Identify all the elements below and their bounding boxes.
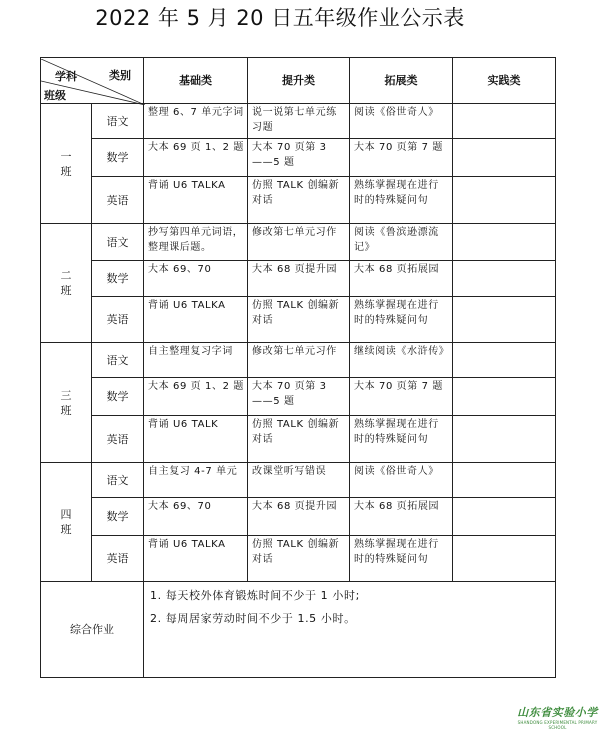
table-row bbox=[41, 224, 556, 261]
basic-cell: 大本 69 页 1、2 题 bbox=[148, 381, 244, 392]
improve-cell: 仿照 TALK 创编新对话 bbox=[252, 539, 340, 565]
class-label-cell bbox=[41, 224, 92, 343]
improve-cell: 改课堂听写错误 bbox=[252, 466, 327, 477]
class-name-line1: 三 bbox=[60, 388, 72, 402]
practice-cell bbox=[453, 498, 555, 499]
subject-cell: 英语 bbox=[92, 536, 144, 582]
improve-cell: 仿照 TALK 创编新对话 bbox=[252, 419, 340, 445]
subject-cell: 数学 bbox=[92, 261, 144, 297]
basic-cell: 大本 69、70 bbox=[148, 264, 212, 275]
diagonal-header-cell bbox=[41, 58, 144, 104]
basic-cell: 背诵 U6 TALK bbox=[148, 419, 219, 430]
comprehensive-content bbox=[144, 582, 556, 678]
extend-cell: 大本 68 页拓展园 bbox=[354, 264, 440, 275]
table-row bbox=[41, 297, 556, 343]
practice-cell bbox=[453, 177, 555, 178]
improve-cell: 修改第七单元习作 bbox=[252, 346, 337, 357]
practice-cell bbox=[453, 139, 555, 140]
basic-cell: 大本 69、70 bbox=[148, 501, 212, 512]
extend-cell: 阅读《俗世奇人》 bbox=[354, 107, 439, 118]
table-row bbox=[41, 536, 556, 582]
practice-cell bbox=[453, 343, 555, 344]
extend-cell: 熟练掌握现在进行时的特殊疑问句 bbox=[354, 300, 439, 326]
subject-cell: 语文 bbox=[92, 343, 144, 378]
practice-cell bbox=[453, 536, 555, 537]
class-label-cell bbox=[41, 104, 92, 224]
subject-cell: 数学 bbox=[92, 378, 144, 416]
improve-cell: 修改第七单元习作 bbox=[252, 227, 337, 238]
header-row bbox=[41, 58, 556, 104]
practice-cell bbox=[453, 416, 555, 417]
improve-cell: 仿照 TALK 创编新对话 bbox=[252, 180, 340, 206]
subject-cell: 语文 bbox=[92, 224, 144, 261]
column-header-extend: 拓展类 bbox=[350, 58, 453, 104]
extend-cell: 大本 70 页第 7 题 bbox=[354, 142, 444, 153]
table-row bbox=[41, 177, 556, 224]
practice-cell bbox=[453, 463, 555, 464]
subject-cell: 数学 bbox=[92, 498, 144, 536]
basic-cell: 整理 6、7 单元字词 bbox=[148, 107, 244, 118]
basic-cell: 自主整理复习字词 bbox=[148, 346, 233, 357]
basic-cell: 背诵 U6 TALKA bbox=[148, 539, 226, 550]
class-name-line1: 二 bbox=[60, 269, 72, 282]
subject-cell: 英语 bbox=[92, 177, 144, 224]
extend-cell: 大本 68 页拓展园 bbox=[354, 501, 440, 512]
comprehensive-item: 2. 每周居家劳动时间不少于 1.5 小时。 bbox=[150, 612, 356, 625]
category-header-label: 类别 bbox=[109, 68, 131, 82]
table-row bbox=[41, 498, 556, 536]
class-name-line1: 四 bbox=[60, 508, 72, 521]
extend-cell: 继续阅读《水浒传》 bbox=[354, 346, 450, 357]
homework-table bbox=[40, 57, 556, 678]
improve-cell: 大本 68 页提升园 bbox=[252, 501, 338, 512]
class-header-label: 班级 bbox=[44, 88, 66, 102]
basic-cell: 抄写第四单元词语，整理课后题。 bbox=[148, 227, 244, 253]
class-name-line1: 一 bbox=[60, 149, 72, 163]
class-name-line2: 班 bbox=[60, 164, 72, 178]
extend-cell: 阅读《鲁滨逊漂流记》 bbox=[354, 227, 439, 253]
comprehensive-row bbox=[41, 582, 556, 678]
subject-cell: 数学 bbox=[92, 139, 144, 177]
comprehensive-label: 综合作业 bbox=[41, 582, 144, 678]
improve-cell: 大本 70 页第 3——5 题 bbox=[252, 381, 327, 407]
subject-cell: 语文 bbox=[92, 463, 144, 498]
improve-cell: 说一说第七单元练习题 bbox=[252, 107, 337, 133]
class-name-line2: 班 bbox=[60, 284, 72, 297]
practice-cell bbox=[453, 378, 555, 379]
column-header-practice: 实践类 bbox=[453, 58, 556, 104]
class-label-cell bbox=[41, 343, 92, 463]
basic-cell: 背诵 U6 TALKA bbox=[148, 180, 226, 191]
class-label-cell bbox=[41, 463, 92, 582]
subject-cell: 语文 bbox=[92, 104, 144, 139]
subject-cell: 英语 bbox=[92, 297, 144, 343]
basic-cell: 背诵 U6 TALKA bbox=[148, 300, 226, 311]
table-row bbox=[41, 139, 556, 177]
practice-cell bbox=[453, 224, 555, 225]
table-row bbox=[41, 104, 556, 139]
school-logo-name: 山东省实验小学 bbox=[517, 706, 598, 719]
table-row bbox=[41, 343, 556, 378]
table-row bbox=[41, 261, 556, 297]
school-logo bbox=[510, 704, 605, 730]
basic-cell: 大本 69 页 1、2 题 bbox=[148, 142, 244, 153]
extend-cell: 熟练掌握现在进行时的特殊疑问句 bbox=[354, 539, 439, 565]
table-row bbox=[41, 378, 556, 416]
improve-cell: 大本 68 页提升园 bbox=[252, 264, 338, 275]
subject-header-label: 学科 bbox=[55, 69, 77, 83]
extend-cell: 熟练掌握现在进行时的特殊疑问句 bbox=[354, 180, 439, 206]
column-header-basic: 基础类 bbox=[144, 58, 248, 104]
class-name-line2: 班 bbox=[60, 403, 72, 417]
subject-cell: 英语 bbox=[92, 416, 144, 463]
table-row bbox=[41, 416, 556, 463]
improve-cell: 大本 70 页第 3——5 题 bbox=[252, 142, 327, 168]
class-name-line2: 班 bbox=[60, 523, 72, 536]
comprehensive-item: 1. 每天校外体育锻炼时间不少于 1 小时; bbox=[150, 589, 360, 602]
column-header-improve: 提升类 bbox=[248, 58, 350, 104]
school-logo-subtitle: SHANDONG EXPERIMENTAL PRIMARY SCHOOL bbox=[517, 720, 598, 730]
extend-cell: 阅读《俗世奇人》 bbox=[354, 466, 439, 477]
basic-cell: 自主复习 4-7 单元 bbox=[148, 466, 238, 477]
practice-cell bbox=[453, 297, 555, 298]
practice-cell bbox=[453, 261, 555, 262]
extend-cell: 熟练掌握现在进行时的特殊疑问句 bbox=[354, 419, 439, 445]
table-row bbox=[41, 463, 556, 498]
page-title: 2022 年 5 月 20 日五年级作业公示表 bbox=[95, 6, 465, 30]
extend-cell: 大本 70 页第 7 题 bbox=[354, 381, 444, 392]
improve-cell: 仿照 TALK 创编新对话 bbox=[252, 300, 340, 326]
practice-cell bbox=[453, 104, 555, 105]
